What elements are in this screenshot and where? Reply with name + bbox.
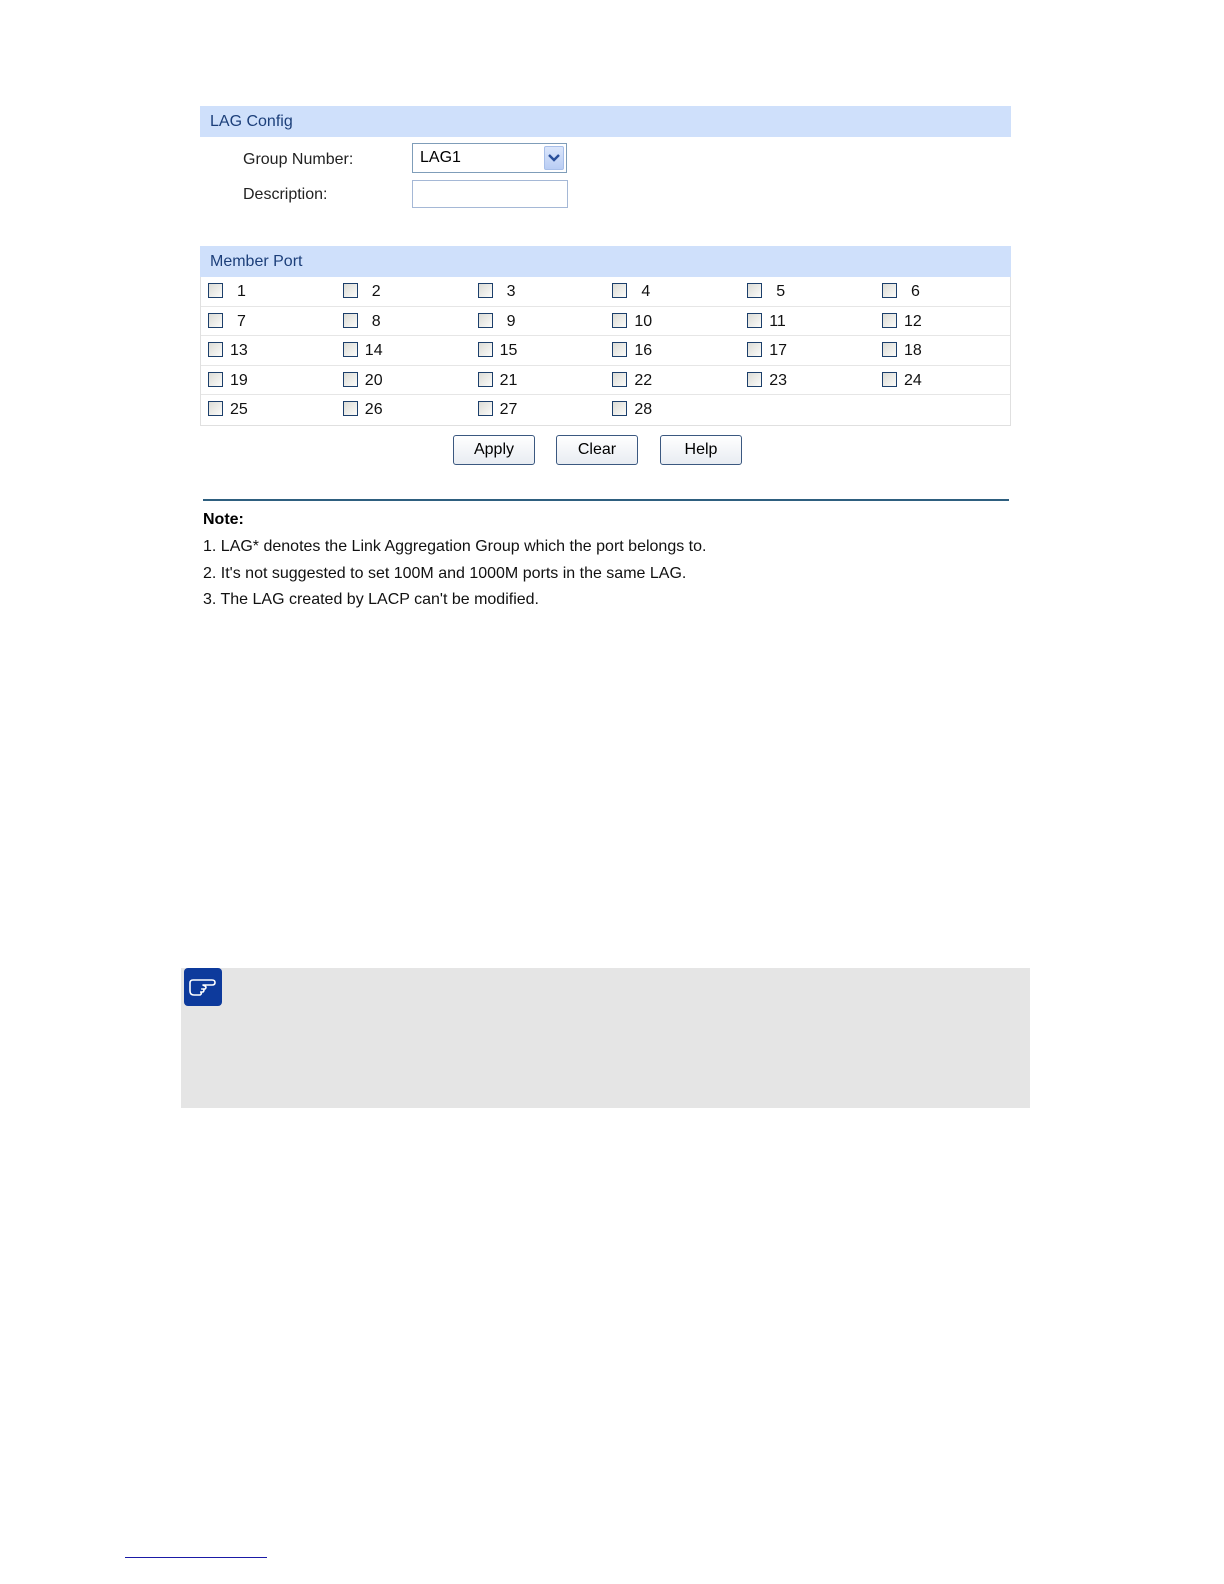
port-cell [336,307,471,336]
note-divider [203,499,1009,501]
port-checkbox[interactable] [478,372,493,387]
note-line-2: 2. It's not suggested to set 100M and 1000M ports in the same LAG. [203,565,687,582]
port-number-label: 12 [903,312,922,330]
port-cell [740,307,875,336]
port-number-label: 22 [634,371,653,389]
port-cell [875,307,1010,336]
port-number-label: 10 [634,312,653,330]
port-cell [740,366,875,395]
port-checkbox[interactable] [478,313,493,328]
port-row [201,307,1010,337]
description-label: Description: [243,186,328,203]
port-cell [471,336,606,365]
port-cell [605,395,740,425]
port-row [201,336,1010,366]
port-checkbox[interactable] [612,283,627,298]
port-number-label: 26 [364,401,383,418]
clear-button[interactable]: Clear [556,435,638,465]
port-checkbox[interactable] [343,342,358,357]
port-checkbox[interactable] [612,342,627,357]
lag-config-header: LAG Config [200,106,1011,137]
port-number-label: 4 [641,283,651,300]
port-number-label: 24 [903,371,922,389]
group-number-value: LAG1 [420,149,461,166]
port-number-label: 5 [776,283,786,300]
port-number-label: 15 [499,342,518,359]
port-number-label: 27 [499,401,518,418]
port-cell [875,336,1010,365]
port-checkbox[interactable] [478,401,493,416]
port-checkbox[interactable] [343,401,358,416]
pointing-hand-icon [184,968,222,1006]
port-row [201,277,1010,307]
port-checkbox[interactable] [882,313,897,328]
port-number-label: 18 [903,342,922,359]
port-checkbox[interactable] [478,342,493,357]
tip-panel [181,968,1030,1108]
port-checkbox[interactable] [208,283,223,298]
port-cell [201,366,336,395]
port-number-label: 13 [230,342,248,359]
note-line-1: 1. LAG* denotes the Link Aggregation Group which the port belongs to. [203,538,707,555]
port-row [201,395,1010,425]
port-cell [605,307,740,336]
port-cell [201,395,336,425]
port-checkbox[interactable] [208,372,223,387]
group-number-label: Group Number: [243,151,354,168]
port-checkbox[interactable] [747,283,762,298]
port-number-label: 21 [499,371,518,389]
port-checkbox[interactable] [208,401,223,416]
port-cell [471,366,606,395]
port-number-label: 7 [237,312,246,330]
port-checkbox[interactable] [882,283,897,298]
port-checkbox[interactable] [478,283,493,298]
port-checkbox[interactable] [208,342,223,357]
port-cell [875,366,1010,395]
port-checkbox[interactable] [882,372,897,387]
port-cell [740,277,875,306]
port-cell [201,277,336,306]
member-port-header: Member Port [200,246,1011,277]
port-cell [471,307,606,336]
port-cell [201,307,336,336]
port-cell [875,277,1010,306]
port-checkbox[interactable] [343,313,358,328]
group-number-select[interactable] [412,143,567,173]
port-number-label: 19 [230,371,248,389]
port-number-label: 25 [230,401,248,418]
port-cell [336,336,471,365]
apply-button[interactable]: Apply [453,435,535,465]
port-checkbox[interactable] [612,313,627,328]
port-cell [605,336,740,365]
port-checkbox[interactable] [747,372,762,387]
port-cell [336,366,471,395]
port-number-label: 14 [364,342,383,359]
note-line-3: 3. The LAG created by LACP can't be modified. [203,591,539,608]
port-checkbox[interactable] [343,283,358,298]
port-number-label: 1 [237,283,246,300]
port-checkbox[interactable] [747,313,762,328]
port-checkbox[interactable] [612,372,627,387]
port-number-label: 20 [364,371,383,389]
port-cell [605,366,740,395]
member-port-grid [200,277,1011,426]
port-number-label: 16 [634,342,653,359]
help-button[interactable]: Help [660,435,742,465]
port-cell [471,395,606,425]
port-number-label: 28 [634,401,653,418]
port-number-label: 17 [769,342,787,359]
port-number-label: 8 [371,312,381,330]
port-cell [201,336,336,365]
note-title: Note: [203,511,244,528]
port-cell [336,395,471,425]
chevron-down-icon[interactable] [544,146,564,170]
port-number-label: 23 [769,371,787,389]
port-cell [471,277,606,306]
port-number-label: 3 [506,283,516,300]
port-number-label: 9 [506,312,516,330]
port-checkbox[interactable] [208,313,223,328]
port-cell [740,336,875,365]
port-cell [605,277,740,306]
port-number-label: 11 [769,312,786,330]
port-checkbox[interactable] [882,342,897,357]
port-cell [336,277,471,306]
port-checkbox[interactable] [343,372,358,387]
port-checkbox[interactable] [747,342,762,357]
port-number-label: 2 [371,283,381,300]
description-input[interactable] [412,180,568,208]
port-row [201,366,1010,396]
port-checkbox[interactable] [612,401,627,416]
port-number-label: 6 [910,283,920,300]
footer-link-underline [125,1557,267,1558]
